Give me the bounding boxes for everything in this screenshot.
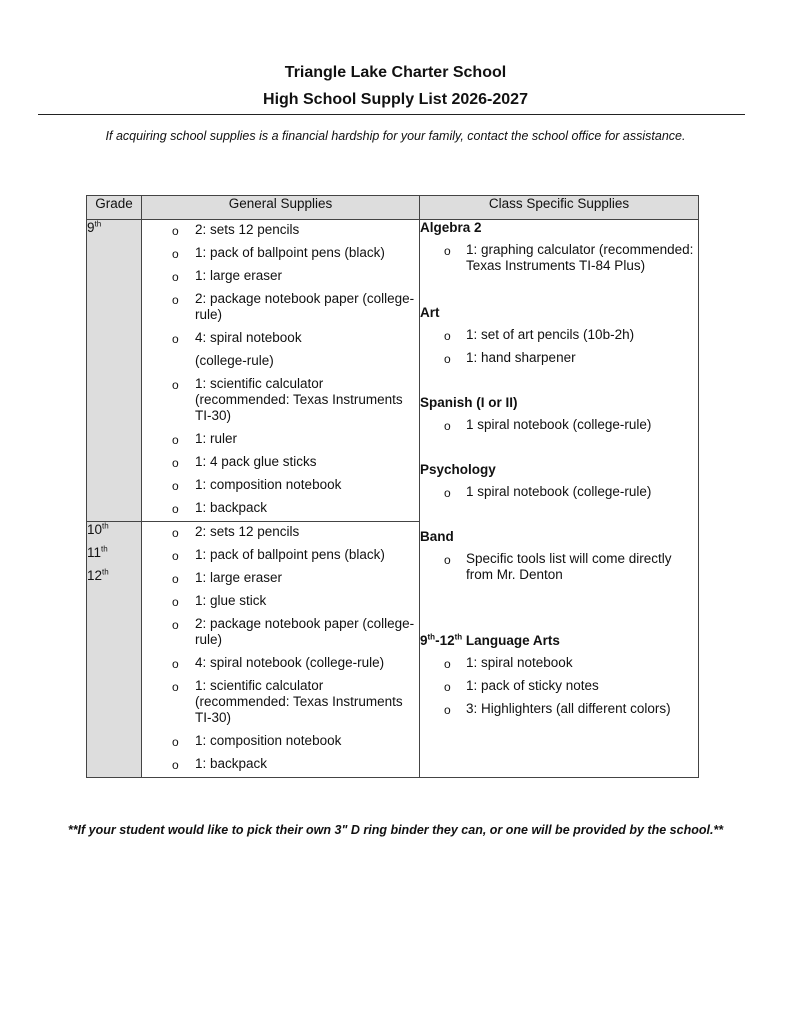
grade-label: 10th <box>87 521 109 537</box>
supply-item: o 4: spiral notebook (college-rule) <box>142 655 419 671</box>
class-supply-item: o 1: graphing calculator (recommended: Texas Instruments TI-84 Plus) <box>420 242 698 274</box>
grade-cell-10-12 <box>87 522 142 778</box>
school-name: Triangle Lake Charter School <box>284 64 507 81</box>
grade-column-header: Grade <box>87 196 142 220</box>
supply-item: o 1: pack of ballpoint pens (black) <box>142 547 419 563</box>
section-title-psychology: Psychology <box>420 462 496 477</box>
hardship-note: If acquiring school supplies is a financial hardship for your family, contact the school office for assistance. <box>105 129 686 143</box>
supply-item: o 1: 4 pack glue sticks <box>142 454 419 470</box>
supply-item: o 1: large eraser <box>142 570 419 586</box>
table-header-row <box>87 196 699 220</box>
general-supplies-grades-10-12 <box>142 522 420 778</box>
class-supply-item: o 1 spiral notebook (college-rule) <box>420 417 698 433</box>
supply-item: o 1: glue stick <box>142 593 419 609</box>
class-specific-supplies <box>420 220 699 778</box>
supply-item: o 2: package notebook paper (college-rule) <box>142 616 419 648</box>
title-divider <box>38 114 745 115</box>
general-supplies-grade-9 <box>142 220 420 522</box>
section-title-spanish: Spanish (I or II) <box>420 395 518 410</box>
class-supply-item: o 1: pack of sticky notes <box>420 678 698 694</box>
grade-label: 9th <box>87 219 102 235</box>
section-title-language-arts: 9th-12th Language Arts <box>420 632 560 648</box>
supply-item: o 1: scientific calculator (recommended: Texas Instruments TI-30) <box>142 376 419 424</box>
supply-item: o 2: sets 12 pencils <box>142 524 419 540</box>
supply-item: o 4: spiral notebook <box>142 330 419 346</box>
binder-footnote: **If your student would like to pick their own 3" D ring binder they can, or one will be provided by the school.** <box>67 823 724 837</box>
grade-label: 12th <box>87 567 109 583</box>
section-title-band: Band <box>420 529 454 544</box>
general-supplies-column-header: General Supplies <box>142 196 420 220</box>
supply-item: o 2: sets 12 pencils <box>142 222 419 238</box>
supply-item: o 1: backpack <box>142 756 419 772</box>
supply-table <box>86 195 699 778</box>
section-title-art: Art <box>420 305 440 320</box>
supply-item: o 1: composition notebook <box>142 733 419 749</box>
class-supply-item: o Specific tools list will come directly from Mr. Denton <box>420 551 698 583</box>
class-supply-item: o 3: Highlighters (all different colors) <box>420 701 698 717</box>
supply-item: o 1: scientific calculator (recommended: Texas Instruments TI-30) <box>142 678 419 726</box>
section-title-algebra: Algebra 2 <box>420 220 482 235</box>
class-supply-item: o 1 spiral notebook (college-rule) <box>420 484 698 500</box>
supply-item: o 1: pack of ballpoint pens (black) <box>142 245 419 261</box>
table-row-grade-9 <box>87 220 699 522</box>
grade-cell-9 <box>87 220 142 522</box>
class-specific-column-header: Class Specific Supplies <box>420 196 699 220</box>
class-supply-item: o 1: spiral notebook <box>420 655 698 671</box>
supply-item: o 1: ruler <box>142 431 419 447</box>
class-supply-item: o 1: set of art pencils (10b-2h) <box>420 327 698 343</box>
class-supply-item: o 1: hand sharpener <box>420 350 698 366</box>
supply-item: o 2: package notebook paper (college-rule) <box>142 291 419 323</box>
document-title: High School Supply List 2026-2027 <box>263 91 528 108</box>
supply-item: o 1: backpack <box>142 500 419 516</box>
supply-item: o 1: composition notebook <box>142 477 419 493</box>
grade-label: 11th <box>87 544 108 560</box>
supply-item: o 1: large eraser <box>142 268 419 284</box>
supply-item-continuation: (college-rule) <box>195 353 274 368</box>
